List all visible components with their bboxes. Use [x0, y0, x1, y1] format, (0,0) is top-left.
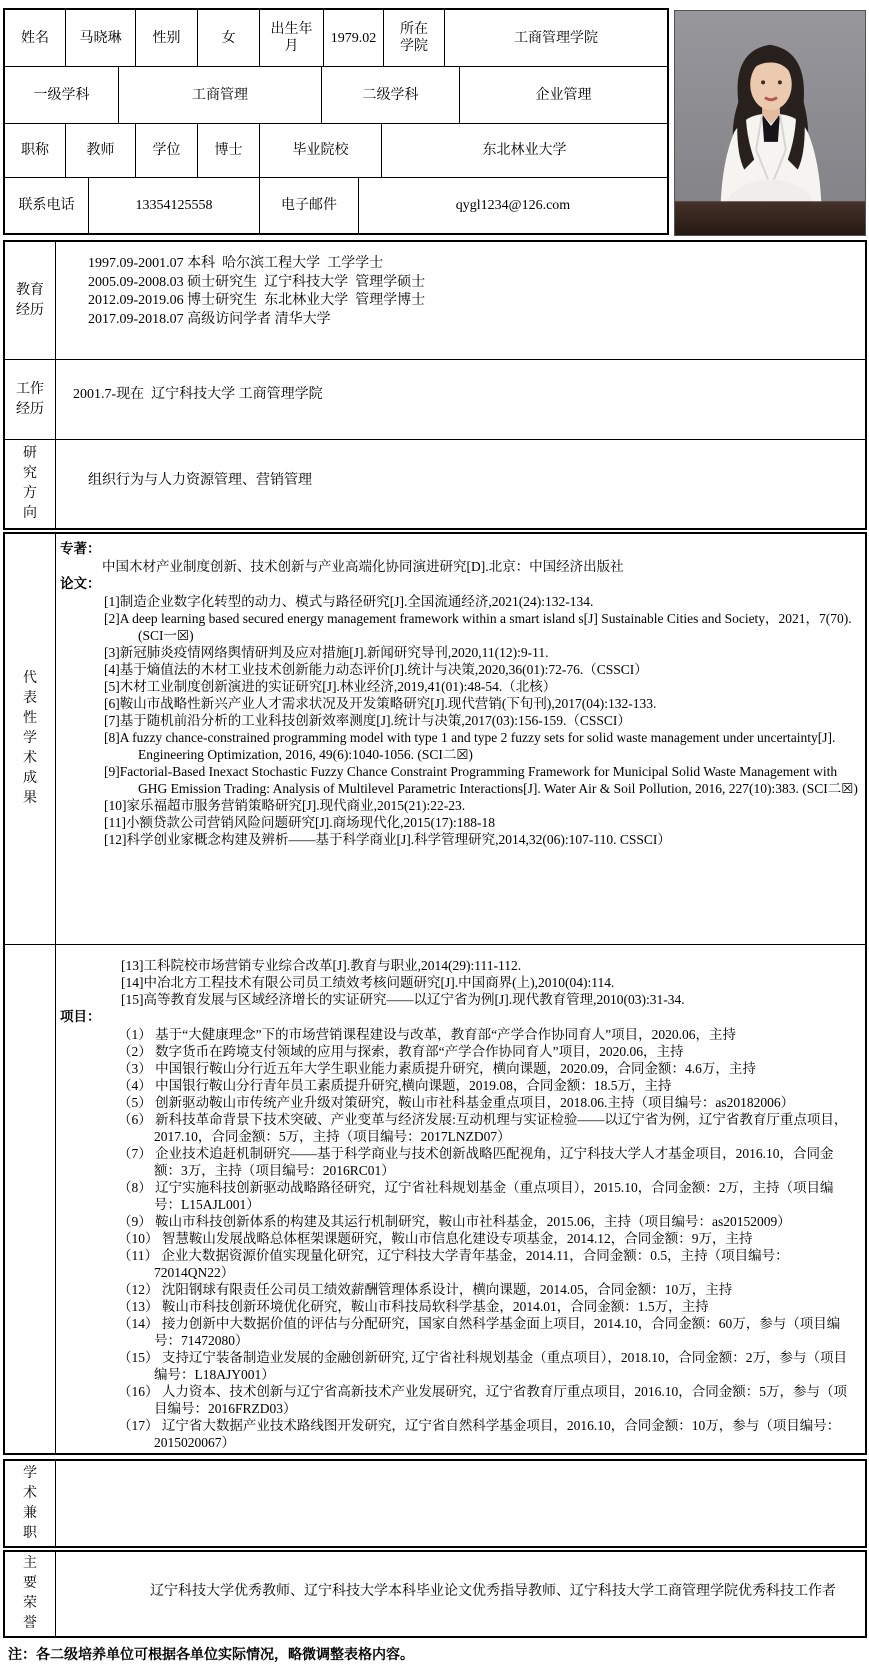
college-value-cell [445, 10, 667, 66]
paper-item: [4]基于熵值法的木材工业技术创新能力动态评价[J].统计与决策,2020,36(01):72-76.（CSSCI） [104, 662, 648, 677]
work-lines [73, 386, 859, 405]
project-item: （1） 基于“大健康理念”下的市场营销课程建设与改革，教育部“产学合作协同育人”项目，2020.06，主持 [118, 1027, 736, 1042]
paper-item: [15]高等教育发展与区域经济增长的实证研究——以辽宁省为例[J].现代教育管理,2010(03):31-34. [121, 992, 685, 1007]
discipline1-label-cell [5, 67, 119, 123]
achievements-content-1 [56, 534, 865, 944]
gender-label: 性别 [152, 30, 181, 46]
project-item: （8） 辽宁实施科技创新驱动战略路径研究，辽宁省社科规划基金（重点项目），2015.10，合同金额：2万，主持（项目编号：L15AJL001） [118, 1180, 834, 1212]
project-item: （14） 接力创新中大数据价值的评估与分配研究，国家自然科学基金面上项目，2014.10，合同金额：60万，参与（项目编号：71472080） [118, 1316, 841, 1348]
paper-item: [10]家乐福超市服务营销策略研究[J].现代商业,2015(21):22-23. [104, 798, 466, 813]
degree-label-cell [136, 124, 198, 177]
honors-content: 辽宁科技大学优秀教师、辽宁科技大学本科毕业论文优秀指导教师、辽宁科技大学工商管理学院优秀科技工作者 [150, 1584, 836, 1599]
work-row [5, 360, 865, 440]
academic-posts-content [56, 1461, 865, 1546]
work-label-cell [5, 360, 56, 439]
paper-item: [12]科学创业家概念构建及辨析——基于科学商业[J].科学管理研究,2014,32(06):107-110. CSSCI） [104, 832, 671, 847]
paper-item: [1]制造企业数字化转型的动力、模式与路径研究[J].全国流通经济,2021(24):132-134. [104, 594, 594, 609]
portrait-photo [674, 10, 866, 236]
email-label: 电子邮件 [281, 198, 337, 213]
college-label-cell [384, 10, 445, 66]
project-item: （17） 辽宁省大数据产业技术路线图开发研究，辽宁省自然科学基金项目，2016.10，合同金额：10万，参与（项目编号：2015020067） [118, 1418, 841, 1450]
monograph-item: 中国木材产业制度创新、技术创新与产业高端化协同演进研究[D].北京：中国经济出版社 [102, 559, 624, 574]
title-value-cell [66, 124, 136, 177]
education-row [5, 242, 865, 360]
education-line: 2005.09-2008.03 硕士研究生 辽宁科技大学 管理学硕士 [88, 274, 426, 290]
project-item: （7） 企业技术追赶机制研究——基于科学商业与技术创新战略匹配视角，辽宁科技大学人才基金项目，2016.10，合同金额：3万，主持（项目编号：2016RC01） [118, 1146, 834, 1178]
graduate-school-value: 东北林业大学 [482, 143, 567, 158]
gender-value: 女 [221, 30, 236, 46]
paper-item: [7]基于随机前沿分析的工业科技创新效率测度[J].统计与决策,2017(03):156-159.（CSSCI） [104, 713, 631, 728]
phone-label: 联系电话 [18, 198, 75, 213]
name-value: 马晓琳 [79, 30, 122, 46]
discipline2-label-cell [322, 67, 460, 123]
graduate-school-value-cell [382, 124, 667, 177]
title-label: 职称 [21, 143, 49, 158]
paper-item: [5]木材工业制度创新演进的实证研究[J].林业经济,2019,41(01):48-54.（北核） [104, 679, 557, 694]
title-label-cell [5, 124, 66, 177]
background-table [3, 240, 867, 530]
paper-item: [8]A fuzzy chance-constrained programming model with type 1 and type 2 fuzzy sets for solid waste management under uncertainty[J]. Engineering Optimization, 2016, 49(6):1040-1056. (SCI二☒) [104, 730, 836, 762]
paper-item: [11]小额贷款公司营销风险问题研究[J].商场现代化,2015(17):188-18 [104, 815, 495, 830]
honors-label-cell [5, 1552, 56, 1636]
education-line: 2017.09-2018.07 高级访问学者 清华大学 [88, 311, 331, 327]
discipline2-label: 二级学科 [362, 87, 419, 103]
college-value: 工商管理学院 [514, 30, 598, 46]
graduate-school-label-cell [260, 124, 382, 177]
discipline1-value-cell [119, 67, 322, 123]
achievements-label-cell [5, 534, 56, 944]
basic-info-row-2 [5, 67, 667, 124]
honors-table [3, 1550, 867, 1638]
email-value-cell [359, 178, 667, 233]
portrait-photo-image [675, 11, 865, 235]
birth-value: 1979.02 [330, 30, 377, 46]
discipline2-value-cell [460, 67, 667, 123]
project-item: （9） 鞍山市科技创新体系的构建及其运行机制研究，鞍山市社科基金，2015.06，主持（项目编号：as20152009） [118, 1214, 791, 1229]
projects-header: 项目： [60, 1009, 101, 1024]
project-item: （13） 鞍山市科技创新环境优化研究，鞍山市科技局软科学基金，2014.01，合同金额：1.5万，主持 [118, 1299, 709, 1314]
education-label: 教育经历 [16, 282, 44, 318]
paper-item: [2]A deep learning based secured energy management framework within a smart island s[J] Sustainable Cities and Society，2021，7(70).(SCI一☒) [104, 611, 852, 643]
work-line: 2001.7-现在 辽宁科技大学 工商管理学院 [73, 387, 323, 402]
discipline2-value: 企业管理 [535, 87, 592, 103]
paper-item: [9]Factorial-Based Inexact Stochastic Fuzzy Chance Constraint Programming Framework for Municipal Solid Waste Management with GHG Emission Trading: Analysis of Multilevel Parametric Interactions[J]. Water Air & Soil Pollution, 2016, 227(10):383. (SCI二☒) [104, 764, 858, 796]
project-item: （6） 新科技革命背景下技术突破、产业变革与经济发展:互动机理与实证检验——以辽宁省为例，辽宁省教育厅重点项目，2017.10，合同金额：5万，主持（项目编号：2017LNZD07） [118, 1112, 848, 1144]
education-line: 1997.09-2001.07 本科 哈尔滨工程大学 工学学士 [88, 256, 384, 271]
research-lines [88, 472, 859, 491]
research-row [5, 440, 865, 528]
phone-value-cell [89, 178, 260, 233]
degree-value: 博士 [214, 143, 243, 158]
project-item: （5） 创新驱动鞍山市传统产业升级对策研究，鞍山市社科基金重点项目，2018.06.主持（项目编号：as20182006） [118, 1095, 795, 1110]
papers-list-1 [60, 593, 859, 848]
project-item: （4） 中国银行鞍山分行青年员工素质提升研究,横向课题，2019.08，合同金额：18.5万，主持 [118, 1078, 672, 1093]
research-content [56, 440, 865, 528]
achievements-table [3, 532, 867, 1455]
project-item: （11） 企业大数据资源价值实现量化研究，辽宁科技大学青年基金，2014.11，合同金额：0.5，主持（项目编号：72014QN22） [118, 1248, 789, 1280]
projects-list [60, 1026, 859, 1451]
phone-value: 13354125558 [135, 198, 213, 213]
project-item: （10） 智慧鞍山发展战略总体框架课题研究，鞍山市信息化建设专项基金，2014.12，合同金额：9万，主持 [118, 1231, 753, 1246]
email-value: qygl1234@126.com [455, 198, 571, 213]
college-label: 所在学院 [400, 22, 428, 54]
education-label-cell [5, 242, 56, 359]
monograph-header: 专著： [60, 541, 101, 556]
paper-item: [6]鞍山市战略性新兴产业人才需求状况及开发策略研究[J].现代营销(下旬刊),2017(04):132-133. [104, 696, 657, 711]
project-item: （15） 支持辽宁装备制造业发展的金融创新研究, 辽宁省社科规划基金（重点项目），2018.10，合同金额：2万，参与（项目编号：L18AJY001） [118, 1350, 847, 1382]
degree-label: 学位 [152, 143, 181, 158]
education-line: 2012.09-2019.06 博士研究生 东北林业大学 管理学博士 [88, 293, 426, 308]
education-lines [88, 255, 859, 329]
birth-value-cell [324, 10, 384, 66]
achievements-row-1 [5, 534, 865, 945]
birth-label: 出生年月 [270, 22, 313, 54]
footer-note: 注：各二级培养单位可根据各单位实际情况，略微调整表格内容。 [8, 1648, 414, 1663]
title-value: 教师 [86, 143, 115, 158]
work-content [56, 360, 865, 439]
papers-header: 论文： [60, 576, 101, 591]
graduate-school-label: 毕业院校 [292, 143, 349, 158]
basic-info-table [3, 8, 669, 235]
achievements-label-cell-2 [5, 945, 56, 1453]
degree-value-cell [198, 124, 260, 177]
paper-item: [3]新冠肺炎疫情网络舆情研判及应对措施[J].新闻研究导刊,2020,11(12):9-11. [104, 645, 549, 660]
education-content [56, 242, 865, 359]
discipline1-value: 工商管理 [192, 87, 248, 103]
basic-info-row-3 [5, 124, 667, 178]
project-item: （3） 中国银行鞍山分行近五年大学生职业能力素质提升研究，横向课题，2020.09，合同金额：4.6万，主持 [118, 1061, 756, 1076]
gender-value-cell [198, 10, 260, 66]
basic-info-row-4 [5, 178, 667, 233]
paper-item: [14]中冶北方工程技术有限公司员工绩效考核问题研究[J].中国商界(上),2010(04):114. [121, 975, 615, 990]
birth-label-cell [260, 10, 324, 66]
research-label-cell [5, 440, 56, 528]
project-item: （16） 人力资本、技术创新与辽宁省高新技术产业发展研究，辽宁省教育厅重点项目，2016.10，合同金额：5万，参与（项目编号：2016FRZD03） [118, 1384, 847, 1416]
academic-posts-label-cell [5, 1461, 56, 1546]
research-label: 研究方向 [23, 446, 37, 521]
research-line: 组织行为与人力资源管理、营销管理 [88, 473, 312, 488]
honors-label: 主要荣誉 [23, 1556, 37, 1631]
discipline1-label: 一级学科 [33, 87, 90, 103]
email-label-cell [260, 178, 359, 233]
academic-posts-label: 学术兼职 [23, 1465, 37, 1541]
name-label: 姓名 [21, 30, 49, 46]
project-item: （12） 沈阳钢球有限责任公司员工绩效薪酬管理体系设计，横向课题，2014.05，合同金额：10万，主持 [118, 1282, 733, 1297]
name-label-cell [5, 10, 66, 66]
achievements-label: 代表性学术成果 [23, 671, 37, 806]
work-label: 工作经历 [16, 381, 44, 417]
achievements-row-2 [5, 945, 865, 1453]
project-item: （2） 数字货币在跨境支付领域的应用与探索，教育部“产学合作协同育人”项目，2020.06，主持 [118, 1044, 684, 1059]
name-value-cell [66, 10, 136, 66]
paper-item: [13]工科院校市场营销专业综合改革[J].教育与职业,2014(29):111-112. [121, 958, 522, 973]
gender-label-cell [136, 10, 198, 66]
papers-list-2 [60, 957, 859, 1008]
phone-label-cell [5, 178, 89, 233]
achievements-content-2 [56, 945, 865, 1453]
academic-posts-table [3, 1459, 867, 1548]
basic-info-row-1 [5, 10, 667, 67]
